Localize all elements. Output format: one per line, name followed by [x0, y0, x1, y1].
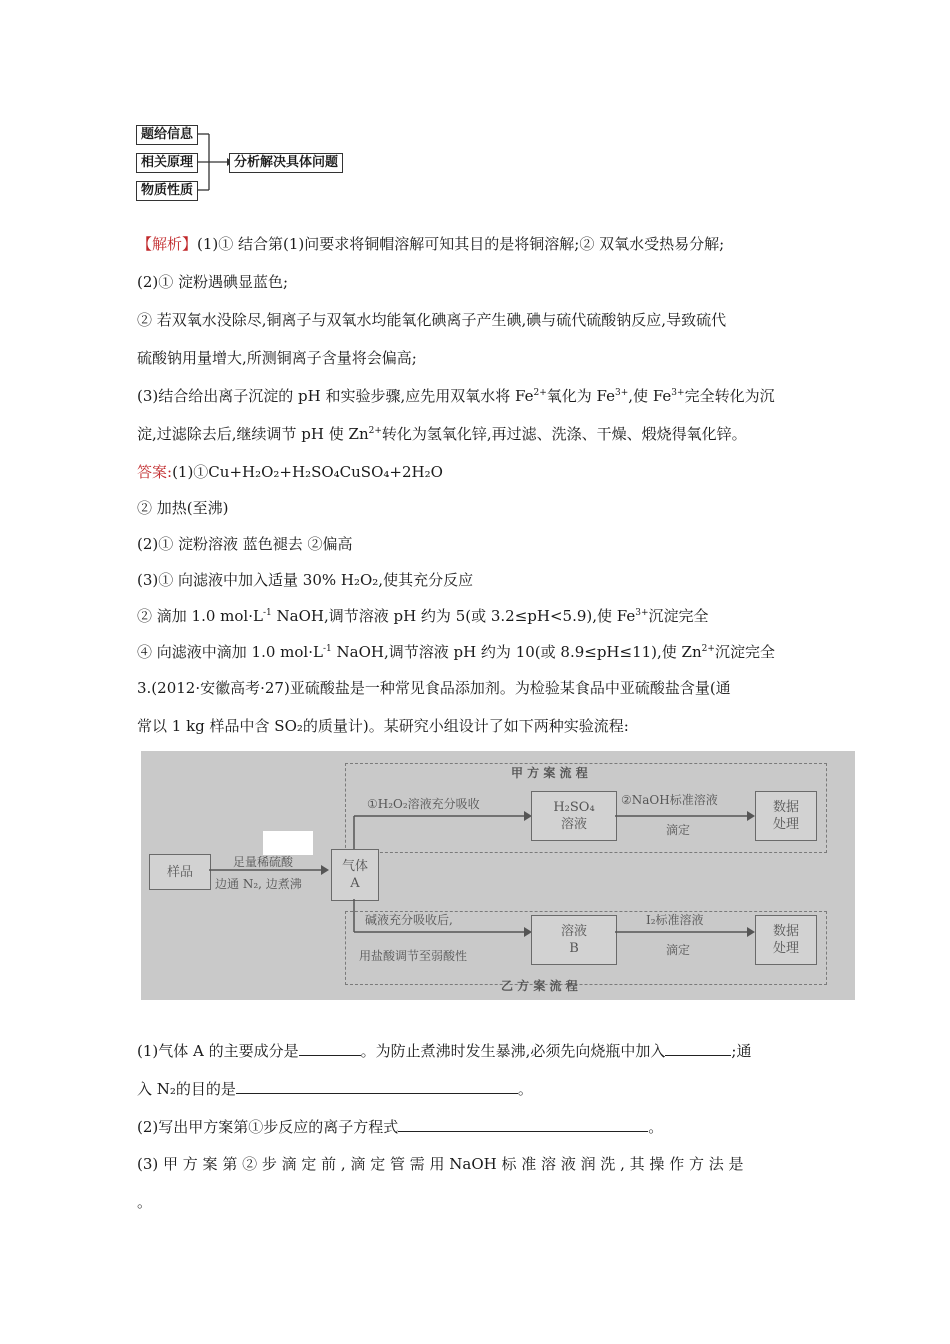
answer-line-1: 答案:(1)①Cu+H₂O₂+H₂SO₄CuSO₄+2H₂O — [137, 463, 443, 481]
q1-line-1: (1)气体 A 的主要成分是 。为防止煮沸时发生暴沸,必须先向烧瓶中加入 ;通 — [137, 1042, 752, 1060]
experiment-flow-diagram — [141, 751, 855, 1000]
white-patch — [263, 831, 313, 855]
solution-b-box: 溶液 B — [531, 915, 617, 965]
question-line-2: 常以 1 kg 样品中含 SO₂的质量计)。某研究小组设计了如下两种实验流程: — [137, 717, 629, 735]
step-a2-titrate: 滴定 — [666, 823, 691, 837]
flow-box-given-info: 题给信息 — [136, 125, 198, 145]
flow-box-result: 分析解决具体问题 — [229, 153, 343, 173]
blank-n2-purpose[interactable] — [236, 1079, 518, 1094]
answer-label: 答案: — [137, 463, 173, 481]
plan-a-title: 甲 方 案 流 程 — [511, 766, 588, 780]
answer-line-6: ④ 向滤液中滴加 1.0 $mol\cdot L^{-1}$ NaOH,调节溶液 pH 约为 10(或 8.9≤pH≤11),使 $Zn^{2+}$沉淀完全 — [137, 643, 775, 661]
plan-b-title: 乙 方 案 流 程 — [501, 979, 578, 993]
answer-line-2: ② 加热(至沸) — [137, 499, 229, 517]
q3-line: (3) 甲 方 案 第 ② 步 滴 定 前 , 滴 定 管 需 用 NaOH 标 准 溶 液 润 洗 , 其 操 作 方 法 是 — [137, 1155, 744, 1173]
analysis-line-2: (2)① 淀粉遇碘显蓝色; — [137, 273, 289, 291]
q1-line-2: 入 N₂的目的是 。 — [137, 1080, 533, 1098]
arrow-sample-to-gas — [209, 863, 329, 877]
step-b2-titrate: 滴定 — [666, 943, 691, 957]
n2-label: 边通 N₂, 边煮沸 — [215, 877, 302, 891]
blank-gas-a[interactable] — [299, 1041, 361, 1056]
blank-ion-equation[interactable] — [398, 1117, 648, 1132]
analysis-line-5: (3)结合给出离子沉淀的 pH 和实验步骤,应先用双氧水将 $Fe^{2+}$氧化为 $Fe^{3+}$,使 $Fe^{3+}$完全转化为沉 — [137, 387, 775, 405]
analysis-line-6: 淀,过滤除去后,继续调节 pH 使 $Zn^{2+}$转化为氢氧化锌,再过滤、洗涤、干燥、煅烧得氧化锌。 — [137, 425, 747, 443]
question-line-1: 3.(2012·安徽高考·27)亚硫酸盐是一种常见食品添加剂。为检验某食品中亚硫酸盐含量(通 — [137, 679, 731, 697]
acid-label: 足量稀硫酸 — [233, 855, 294, 869]
step-b1-label: 碱液充分吸收后, — [365, 913, 453, 927]
step-a2-label: ②NaOH标准溶液 — [621, 793, 718, 807]
answer-line-5: ② 滴加 1.0 $mol\cdot L^{-1}$ NaOH,调节溶液 pH 约为 5(或 3.2≤pH<5.9),使 $Fe^{3+}$沉淀完全 — [137, 607, 709, 625]
flow-box-properties: 物质性质 — [136, 181, 198, 201]
data-box-a: 数据 处理 — [755, 791, 817, 841]
step-b1b-label: 用盐酸调节至弱酸性 — [359, 949, 468, 963]
analysis-tag: 【解析】 — [137, 235, 198, 253]
answer-line-3: (2)① 淀粉溶液 蓝色褪去 ②偏高 — [137, 535, 353, 553]
branch-arrows — [346, 806, 536, 966]
blank-antibump[interactable] — [665, 1041, 731, 1056]
analysis-line-1: 【解析】(1)① 结合第(1)问要求将铜帽溶解可知其目的是将铜溶解;② 双氧水受热易分解; — [137, 235, 725, 253]
step-a1-label: ①H₂O₂溶液充分吸收 — [367, 797, 480, 811]
h2so4-box: H₂SO₄ 溶液 — [531, 791, 617, 841]
answer-line-4: (3)① 向滤液中加入适量 30% H₂O₂,使其充分反应 — [137, 571, 474, 589]
analysis-line-3: ② 若双氧水没除尽,铜离子与双氧水均能氧化碘离子产生碘,碘与硫代硫酸钠反应,导致硫代 — [137, 311, 727, 329]
analysis-line-4: 硫酸钠用量增大,所测铜离子含量将会偏高; — [137, 349, 417, 367]
step-b2-label: I₂标准溶液 — [646, 913, 704, 927]
data-box-b: 数据 处理 — [755, 915, 817, 965]
q3-end: 。 — [137, 1193, 153, 1211]
sample-box: 样品 — [149, 854, 211, 890]
gas-a-box: 气体 A — [331, 849, 379, 901]
flow-box-principle: 相关原理 — [136, 153, 198, 173]
q2-line: (2)写出甲方案第①步反应的离子方程式 。 — [137, 1118, 664, 1136]
